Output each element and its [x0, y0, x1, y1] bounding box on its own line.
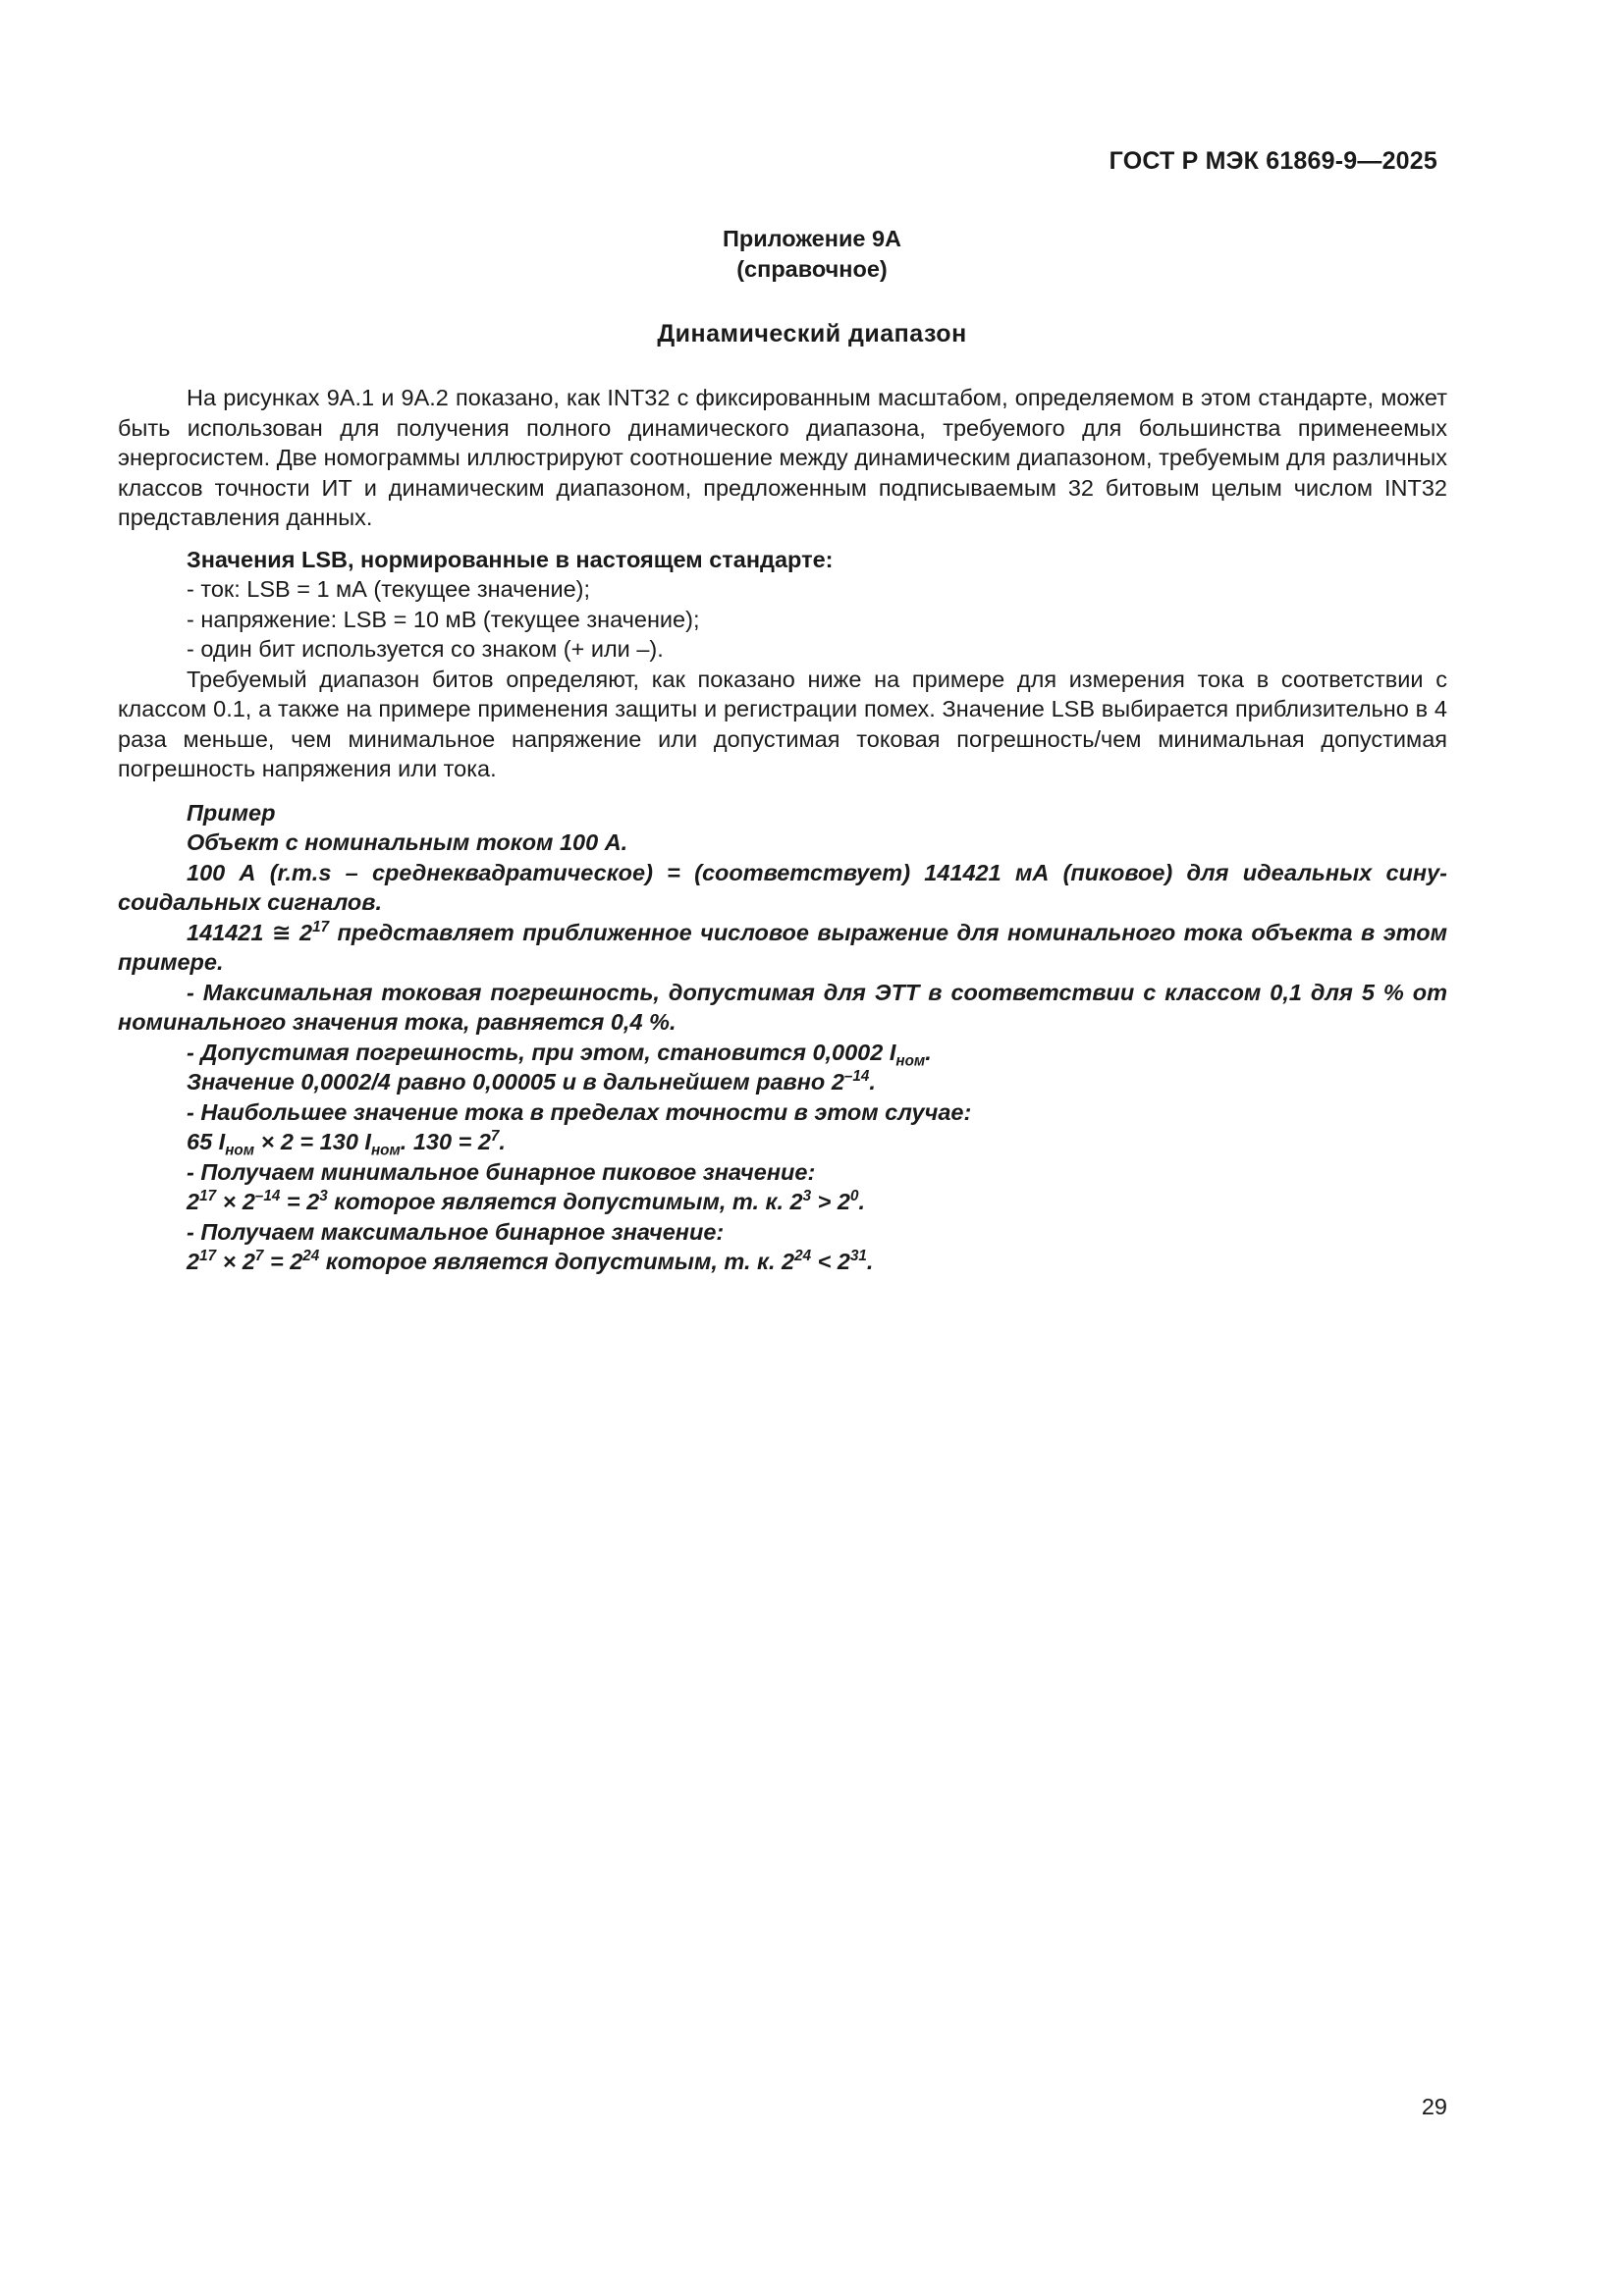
example-max-error-line: - Максимальная токовая погрешность, допустимая для ЭТТ в соответствии с классом 0,1 для 5 % от номинального значения тока, равняется 0,4 %.	[118, 979, 1447, 1035]
example-perm-error-line: - Допустимая погрешность, при этом, становится 0,0002 $I_{ном}$.	[187, 1039, 932, 1070]
intro-paragraph: На рисунках 9А.1 и 9А.2 показано, как INT32 с фиксированным масштабом, определяемом в этом стандарте, может быть использован для получения полного динамического диапазона, требуемого для большинства применеемых энергосистем. Две номограммы иллюстрируют соотношение между динамическим диапазоном, требуемым для различных классов точности ИТ и динамическим диапазоном, предложенным подписываемым 32 битовым целым числом INT32 представления данных.	[118, 385, 1447, 530]
lsb-item-current: - ток: LSB = 1 мА (текущее значение);	[187, 576, 590, 602]
example-label: Пример	[187, 799, 276, 826]
example-largest-line: - Наибольшее значение тока в пределах точности в этом случае:	[187, 1098, 972, 1125]
example-calc-line: 65 $I_{ном} \times 2 = 130$ $I_{ном}$. $130 = 2^7$.	[187, 1128, 506, 1159]
requirement-paragraph: Требуемый диапазон битов определяют, как показано ниже на примере для измерения тока в соответствии с классом 0.1, а также на примере применения защиты и регистрации помех. Значение LSB выбирается приблизительно в 4 раза меньше, чем минимальное напряжение или допустимая токовая погрешность/чем минимальная допустимая погрешность напряжения или тока.	[118, 666, 1447, 781]
example-max-line: - Получаем максимальное бинарное значение:	[187, 1218, 725, 1245]
example-min-equation: $2^{17} \times 2^{-14} = 2^3$ которое является допустимым, т. к. $2^3 > 2^0$.	[187, 1188, 865, 1214]
example-rms-line: 100 А (r.m.s – среднеквадратическое) = (соответствует) 141421 мА (пиковое) для идеальных синусоидальных сигналов.	[118, 859, 1447, 915]
example-value-line: Значение 0,0002/4 равно 0,00005 и в дальнейшем равно $2^{-14}$.	[187, 1068, 876, 1095]
lsb-item-voltage: - напряжение: LSB = 10 мВ (текущее значение);	[187, 606, 700, 632]
document-body	[118, 383, 1447, 1277]
lsb-values-block	[187, 545, 1447, 665]
example-object-line: Объект с номинальным током 100 А.	[187, 829, 628, 855]
example-approx-line: 141421 ≅ $2^{17}$ представляет приближенное числовое выражение для номинального тока объекта в этом примере.	[118, 918, 1447, 975]
document-code: ГОСТ Р МЭК 61869-9—2025	[1109, 147, 1437, 175]
page-number: 29	[1421, 2094, 1447, 2119]
section-title: Динамический диапазон	[657, 320, 967, 347]
annex-heading	[0, 224, 1624, 285]
annex-subtitle: (справочное)	[736, 256, 888, 282]
example-block	[118, 798, 1447, 1277]
lsb-item-sign: - один бит используется со знаком (+ или –).	[187, 636, 664, 662]
example-min-line: - Получаем минимальное бинарное пиковое значение:	[187, 1158, 816, 1185]
annex-title: Приложение 9А	[722, 226, 902, 251]
lsb-heading: Значения LSB, нормированные в настоящем стандарте:	[187, 546, 834, 572]
example-max-equation: $2^{17} \times 2^7 = 2^{24}$ которое является допустимым, т. к. $2^{24} < 2^{31}$.	[187, 1248, 874, 1274]
